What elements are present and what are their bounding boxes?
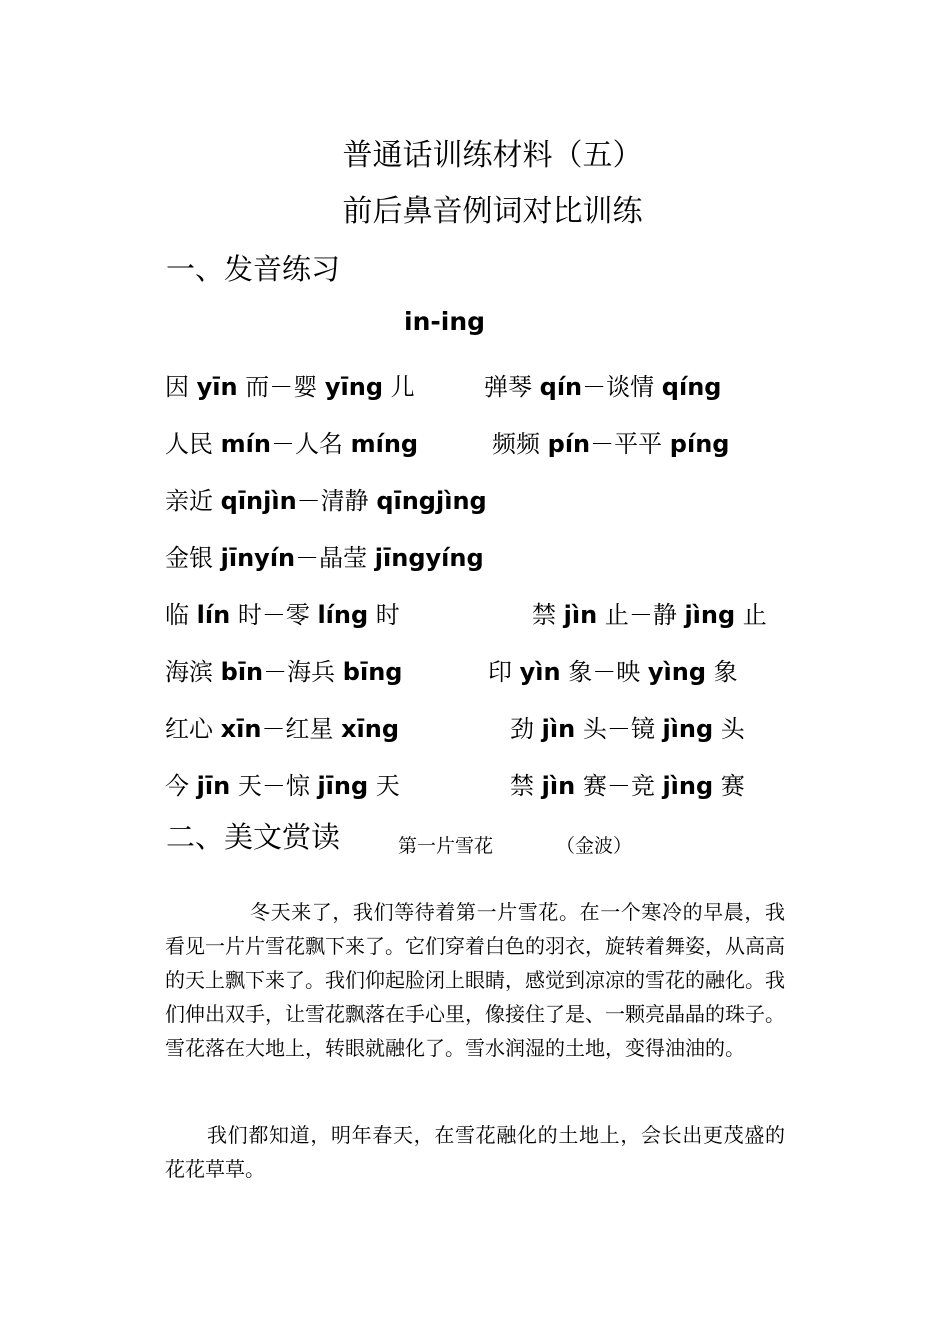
pinyin: qīngjìng [376, 487, 487, 515]
pinyin: jīnyín [220, 544, 296, 572]
pinyin: qín [539, 373, 583, 401]
chinese-text: －红星 [261, 715, 342, 743]
pinyin: jìn [541, 715, 576, 743]
word-pair-right [484, 367, 721, 402]
chinese-text: 象－映 [560, 658, 648, 686]
chinese-text: 人民 [165, 430, 221, 458]
pinyin: xīn [220, 715, 262, 743]
word-pair-right [532, 595, 767, 630]
pinyin: yìng [647, 658, 707, 686]
word-pair-right [510, 709, 745, 744]
pinyin: míng [350, 430, 419, 458]
page-subtitle: 前后鼻音例词对比训练 [342, 194, 643, 229]
word-pair-left [165, 538, 484, 573]
article-author: （金波） [556, 835, 633, 857]
section-heading-reading: 二、美文赏读 [166, 820, 341, 854]
word-pair-right [510, 766, 745, 801]
pinyin: yìn [519, 658, 561, 686]
chinese-text: 时 [368, 601, 400, 629]
page-title: 普通话训练材料（五） [342, 138, 643, 173]
pinyin: jīngyíng [374, 544, 484, 572]
chinese-text: 儿 [383, 373, 415, 401]
pinyin: jìn [563, 601, 598, 629]
word-pair-left [165, 709, 399, 744]
chinese-text: －晶莹 [295, 544, 375, 572]
chinese-text: －清静 [296, 487, 377, 515]
pinyin: jīng [317, 772, 369, 800]
article-paragraph: 冬天来了，我们等待着第一片雪花。在一个寒冷的早晨，我看见一片片雪花飘下来了。它们穿着白色的羽衣，旋转着舞姿，从高高的天上飘下来了。我们仰起脸闭上眼睛，感觉到凉凉的雪花的融化。我们伸出双手，让雪花飘落在手心里，像接住了是、一颗亮晶晶的珠子。雪花落在大地上，转眼就融化了。雪水润湿的土地，变得油油的。 [165, 900, 785, 1060]
chinese-text: 亲近 [165, 487, 221, 515]
section-heading-pronunciation: 一、发音练习 [166, 252, 341, 286]
pinyin: jìng [662, 772, 714, 800]
chinese-text: 赛 [713, 772, 745, 800]
chinese-text: 劲 [510, 715, 542, 743]
chinese-text: －平平 [590, 430, 670, 458]
chinese-text: 天 [368, 772, 400, 800]
chinese-text: 止－静 [597, 601, 685, 629]
word-pair-right [488, 652, 738, 687]
chinese-text: 象 [706, 658, 738, 686]
chinese-text: －谈情 [582, 373, 662, 401]
chinese-text: 今 [165, 772, 197, 800]
chinese-text: 临 [165, 601, 197, 629]
pronunciation-rule: in-ing [404, 307, 486, 336]
word-pair-right [492, 424, 729, 459]
pinyin: jīn [196, 772, 231, 800]
chinese-text: 头 [713, 715, 745, 743]
word-pair-left [165, 595, 400, 630]
pinyin: yīng [324, 373, 384, 401]
chinese-text: 时－零 [230, 601, 318, 629]
pinyin: qīnjìn [220, 487, 297, 515]
pinyin: líng [317, 601, 369, 629]
chinese-text: 止 [735, 601, 767, 629]
pinyin: xīng [341, 715, 400, 743]
pinyin: jìn [541, 772, 576, 800]
chinese-text: －人名 [270, 430, 351, 458]
word-pair-left [165, 481, 487, 516]
chinese-text: 频频 [492, 430, 548, 458]
pinyin: mín [220, 430, 271, 458]
chinese-text: 禁 [532, 601, 564, 629]
pinyin: bīn [220, 658, 264, 686]
chinese-text: 而－婴 [237, 373, 325, 401]
pinyin: jìng [662, 715, 714, 743]
pinyin: jìng [684, 601, 736, 629]
chinese-text: 海滨 [165, 658, 221, 686]
chinese-text: 弹琴 [484, 373, 540, 401]
chinese-text: 禁 [510, 772, 542, 800]
pinyin: yīn [196, 373, 238, 401]
chinese-text: 红心 [165, 715, 221, 743]
pinyin: bīng [342, 658, 403, 686]
chinese-text: －海兵 [263, 658, 343, 686]
word-pair-left [165, 367, 415, 402]
pinyin: lín [196, 601, 231, 629]
word-pair-left [165, 424, 418, 459]
pinyin: pín [547, 430, 591, 458]
chinese-text: 因 [165, 373, 197, 401]
chinese-text: 印 [488, 658, 520, 686]
pinyin: qíng [661, 373, 722, 401]
chinese-text: 赛－竞 [575, 772, 663, 800]
chinese-text: 天－惊 [230, 772, 318, 800]
word-pair-left [165, 652, 402, 687]
pinyin: píng [669, 430, 730, 458]
article-title: 第一片雪花 [398, 835, 494, 857]
article-paragraph: 我们都知道，明年春天，在雪花融化的土地上，会长出更茂盛的花花草草。 [165, 1123, 785, 1181]
word-pair-left [165, 766, 400, 801]
chinese-text: 头－镜 [575, 715, 663, 743]
chinese-text: 金银 [165, 544, 221, 572]
